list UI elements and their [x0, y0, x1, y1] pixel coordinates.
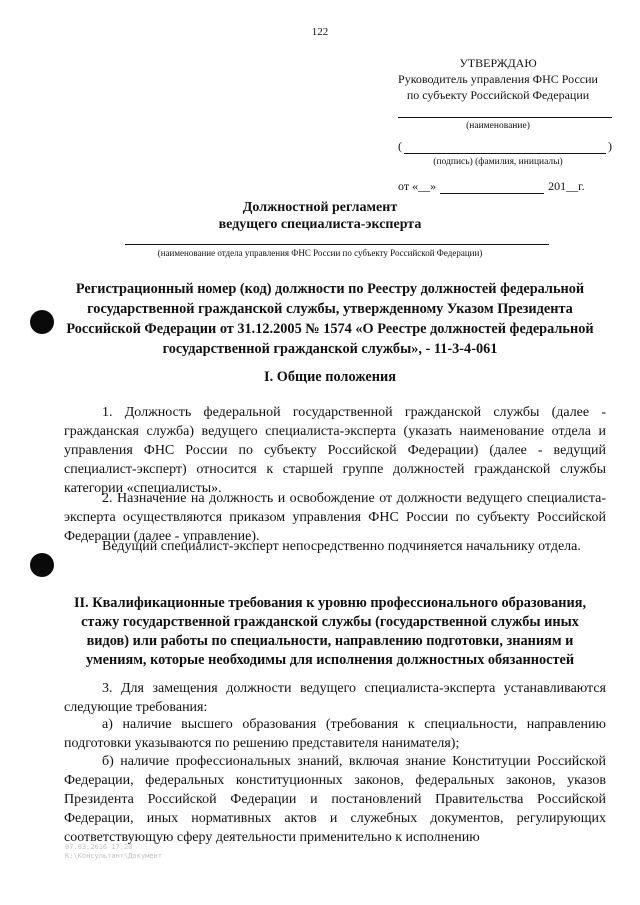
punch-hole: [30, 553, 54, 577]
section2-paragraph3: б) наличие профессиональных знаний, включая знание Конституции Российской Федерации, федеральных конституционных законов, федеральных законов, указов Президента Российской Федерации и постановлений Правительства Российской Федерации, иных нормативных актов и служебных документов, регулирующих соответствующую сферу деятельности применительно к исполнению: [64, 754, 606, 845]
section1-paragraph3: Ведущий специалист-эксперт непосредственно подчиняется начальнику отдела.: [102, 539, 581, 554]
print-stamp-line2: К:\Консультант\Документ: [65, 852, 162, 860]
signature-open-paren: (: [398, 139, 402, 153]
signature-caption: (подпись) (фамилия, инициалы): [433, 157, 563, 167]
section1-title: I. Общие положения: [264, 369, 396, 385]
approval-title: УТВЕРЖДАЮ: [459, 56, 537, 70]
registration-heading: Регистрационный номер (код) должности по Реестру должностей федеральной государственной гражданской службы, утвержденному Указом Президента Российской Федерации от 31.12.2005 № 1574 «О Реестре должностей федеральной государственной гражданской службы», - 11-3-4-061: [66, 281, 594, 357]
page-number: 122: [311, 26, 329, 38]
approval-position-line2: по субъекту Российской Федерации: [406, 88, 590, 102]
name-caption: (наименование): [466, 121, 530, 131]
date-year-blank: __: [566, 179, 579, 193]
section2-paragraph2: а) наличие высшего образования (требования к специальности, направлению подготовки указываются по решению представителя нанимателя);: [64, 717, 606, 751]
approval-block: [378, 55, 618, 194]
punch-hole: [30, 310, 54, 334]
document-title-line1: Должностной регламент: [242, 200, 398, 215]
name-blank-line: [398, 113, 612, 118]
section1-paragraph2: 2. Назначение на должность и освобождение от должности ведущего специалиста-эксперта осуществляются приказом управления ФНС России по субъекту Российской Федерации (далее - управление).: [64, 491, 606, 544]
print-stamp: [65, 843, 162, 861]
document-title-line2: ведущего специалиста-эксперта: [218, 217, 422, 232]
date-day-blank: __: [418, 179, 431, 193]
signature-row: [398, 138, 612, 154]
section1-paragraph1: 1. Должность федеральной государственной гражданской службы (далее - гражданская служба) ведущего специалиста-эксперта (указать наименование отдела и управления ФНС России по субъекту Российской Федерации) (далее - ведущий специалист-эксперт) относится к старшей группе должностей гражданской службы категории «специалисты».: [64, 405, 606, 496]
signature-close-paren: ): [608, 139, 612, 153]
approval-date-row: [398, 178, 618, 194]
date-mid: »: [430, 179, 437, 193]
date-month-blank: [440, 181, 544, 194]
date-prefix: от «: [398, 179, 419, 193]
section2-paragraph1: 3. Для замещения должности ведущего специалиста-эксперта устанавливаются следующие требования:: [64, 681, 606, 715]
department-caption: (наименование отдела управления ФНС России по субъекту Российской Федерации): [157, 248, 483, 258]
date-year-prefix: 201: [548, 179, 567, 193]
document-title: [0, 199, 640, 233]
print-stamp-line1: 07.03.2016 17:20: [65, 843, 133, 851]
signature-blank-line: [404, 143, 606, 154]
approval-position-line1: Руководитель управления ФНС России: [398, 72, 598, 86]
date-suffix: г.: [578, 179, 585, 193]
section2-title: II. Квалификационные требования к уровню профессионального образования, стажу государственной гражданской службы (государственной службы иных видов) или работы по специальности, направлению подготовки, знаниям и умениям, которые необходимы для исполнения должностных обязанностей: [73, 595, 587, 668]
department-blank-line: [125, 244, 549, 245]
